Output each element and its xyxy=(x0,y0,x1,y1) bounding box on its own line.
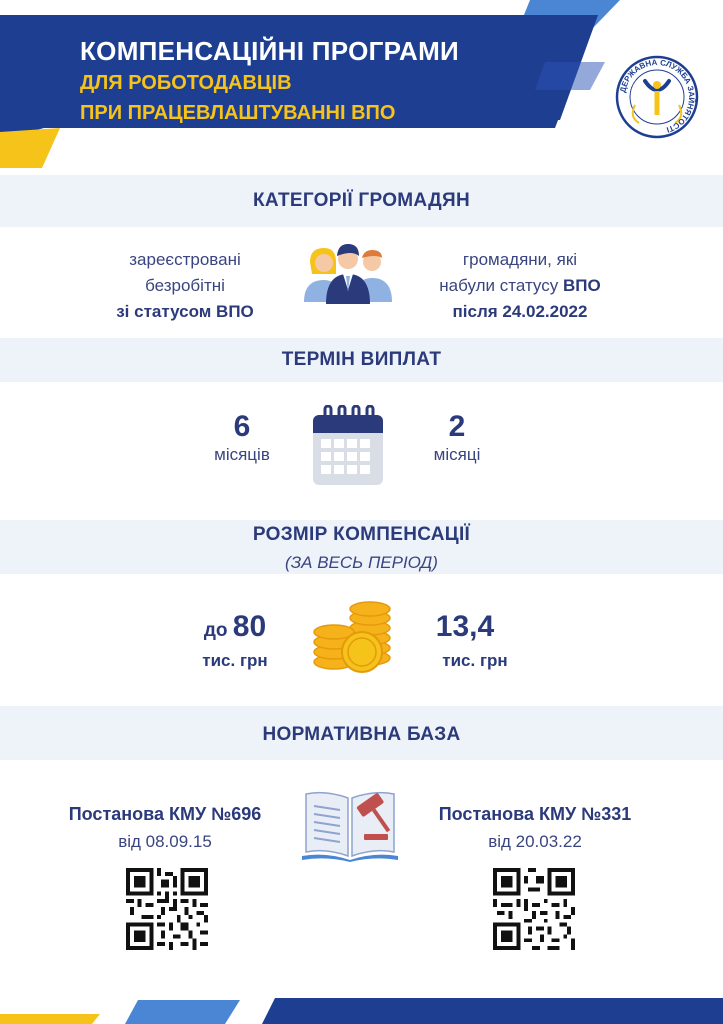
legal-right-date: від 20.03.22 xyxy=(488,832,582,851)
categories-right-line2: набули статусу ВПО xyxy=(439,276,601,295)
employment-service-logo xyxy=(615,55,699,139)
compensation-right-value: 13,4 xyxy=(435,610,495,643)
legal-left-date: від 08.09.15 xyxy=(118,832,212,851)
term-right-unit: місяці xyxy=(433,445,481,464)
page-subtitle-line2: ПРИ ПРАЦЕВЛАШТУВАННІ ВПО xyxy=(80,102,396,124)
categories-right-line1: громадяни, які xyxy=(462,250,578,269)
legal-title: НОРМАТИВНА БАЗА xyxy=(262,724,461,745)
legal-left-doc: Постанова КМУ №696 xyxy=(68,804,262,824)
coins-icon xyxy=(312,600,394,674)
footer-decoration xyxy=(0,990,723,1024)
term-left-unit: місяців xyxy=(214,445,270,464)
term-right-value: 2 xyxy=(448,410,466,443)
term-title: ТЕРМІН ВИПЛАТ xyxy=(281,349,442,370)
categories-left-line3: зі статусом ВПО xyxy=(116,302,254,321)
compensation-right-unit: тис. грн xyxy=(442,651,508,670)
compensation-left-unit: тис. грн xyxy=(202,651,268,670)
page-subtitle-line1: ДЛЯ РОБОТОДАВЦІВ xyxy=(80,72,292,94)
categories-right-line3: після 24.02.2022 xyxy=(452,302,588,321)
categories-title: КАТЕГОРІЇ ГРОМАДЯН xyxy=(253,190,470,211)
legal-right-doc: Постанова КМУ №331 xyxy=(438,804,632,824)
categories-left-line2: безробітні xyxy=(145,276,225,295)
law-book-gavel-icon xyxy=(302,782,398,862)
compensation-subtitle: (ЗА ВЕСЬ ПЕРІОД) xyxy=(285,553,438,572)
compensation-title: РОЗМІР КОМПЕНСАЦІЇ xyxy=(252,524,471,545)
qr-code-right[interactable] xyxy=(493,868,575,950)
page-title: КОМПЕНСАЦІЙНІ ПРОГРАМИ xyxy=(80,36,460,66)
qr-code-left[interactable] xyxy=(126,868,208,950)
term-left-value: 6 xyxy=(233,410,251,443)
calendar-icon xyxy=(311,405,385,487)
people-icon xyxy=(300,240,396,304)
logo-text: ДЕРЖАВНА СЛУЖБА ЗАЙНЯТОСТІ xyxy=(618,57,697,135)
categories-left-line1: зареєстровані xyxy=(129,250,241,269)
compensation-left-value: до 80 xyxy=(203,610,267,643)
